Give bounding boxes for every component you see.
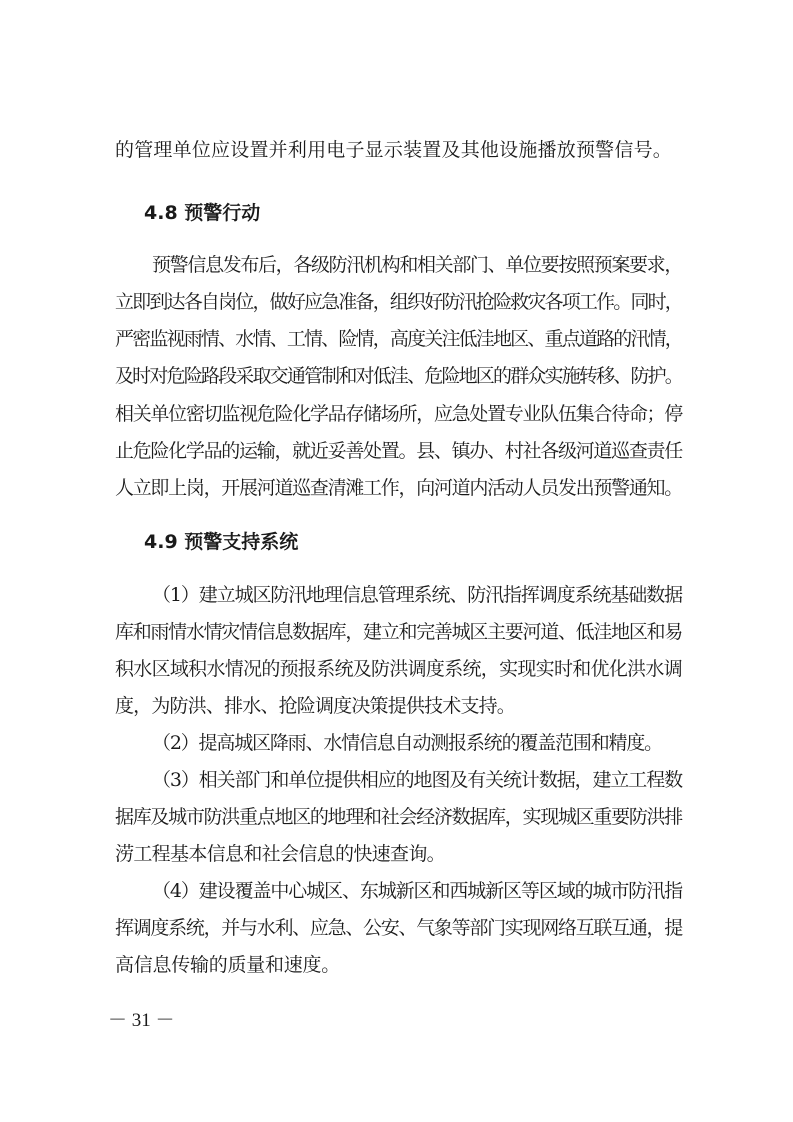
section-heading-4-9: 4.9 预警支持系统 xyxy=(144,531,299,553)
text-line: （2）提高城区降雨、水情信息自动测报系统的覆盖范围和精度。 xyxy=(152,732,662,754)
text-line: 积水区域积水情况的预报系统及防洪调度系统，实现实时和优化洪水调 xyxy=(115,658,682,680)
text-line: 据库及城市防洪重点地区的地理和社会经济数据库，实现城区重要防洪排 xyxy=(115,806,682,828)
page-number: － 31 － xyxy=(108,1010,175,1031)
text-line: 止危险化学品的运输，就近妥善处置。县、镇办、村社各级河道巡查责任 xyxy=(115,440,682,462)
text-line: 库和雨情水情灾情信息数据库，建立和完善城区主要河道、低洼地区和易 xyxy=(115,621,682,643)
text-line: （3）相关部门和单位提供相应的地图及有关统计数据，建立工程数 xyxy=(152,769,682,791)
text-line: （1）建立城区防汛地理信息管理系统、防汛指挥调度系统基础数据 xyxy=(152,584,682,606)
text-line: 及时对危险路段采取交通管制和对低洼、危险地区的群众实施转移、防护。 xyxy=(115,365,682,387)
text-line: （4）建设覆盖中心城区、东城新区和西城新区等区域的城市防汛指 xyxy=(152,880,682,902)
text-line: 立即到达各自岗位，做好应急准备，组织好防汛抢险救灾各项工作。同时， xyxy=(115,291,682,313)
text-line: 挥调度系统，并与水利、应急、公安、气象等部门实现网络互联互通，提 xyxy=(115,917,682,939)
text-line: 严密监视雨情、水情、工情、险情，高度关注低洼地区、重点道路的汛情， xyxy=(115,328,682,350)
text-line: 人立即上岗，开展河道巡查清滩工作，向河道内活动人员发出预警通知。 xyxy=(115,477,682,499)
text-line: 涝工程基本信息和社会信息的快速查询。 xyxy=(115,843,445,865)
text-line: 相关单位密切监视危险化学品存储场所，应急处置专业队伍集合待命；停 xyxy=(115,403,682,425)
text-line: 预警信息发布后，各级防汛机构和相关部门、单位要按照预案要求， xyxy=(152,254,682,276)
text-line: 度，为防洪、排水、抢险调度决策提供技术支持。 xyxy=(115,695,515,717)
text-line: 高信息传输的质量和速度。 xyxy=(115,954,340,976)
section-heading-4-8: 4.8 预警行动 xyxy=(144,202,261,224)
text-line: 的管理单位应设置并利用电子显示装置及其他设施播放预警信号。 xyxy=(115,139,672,161)
